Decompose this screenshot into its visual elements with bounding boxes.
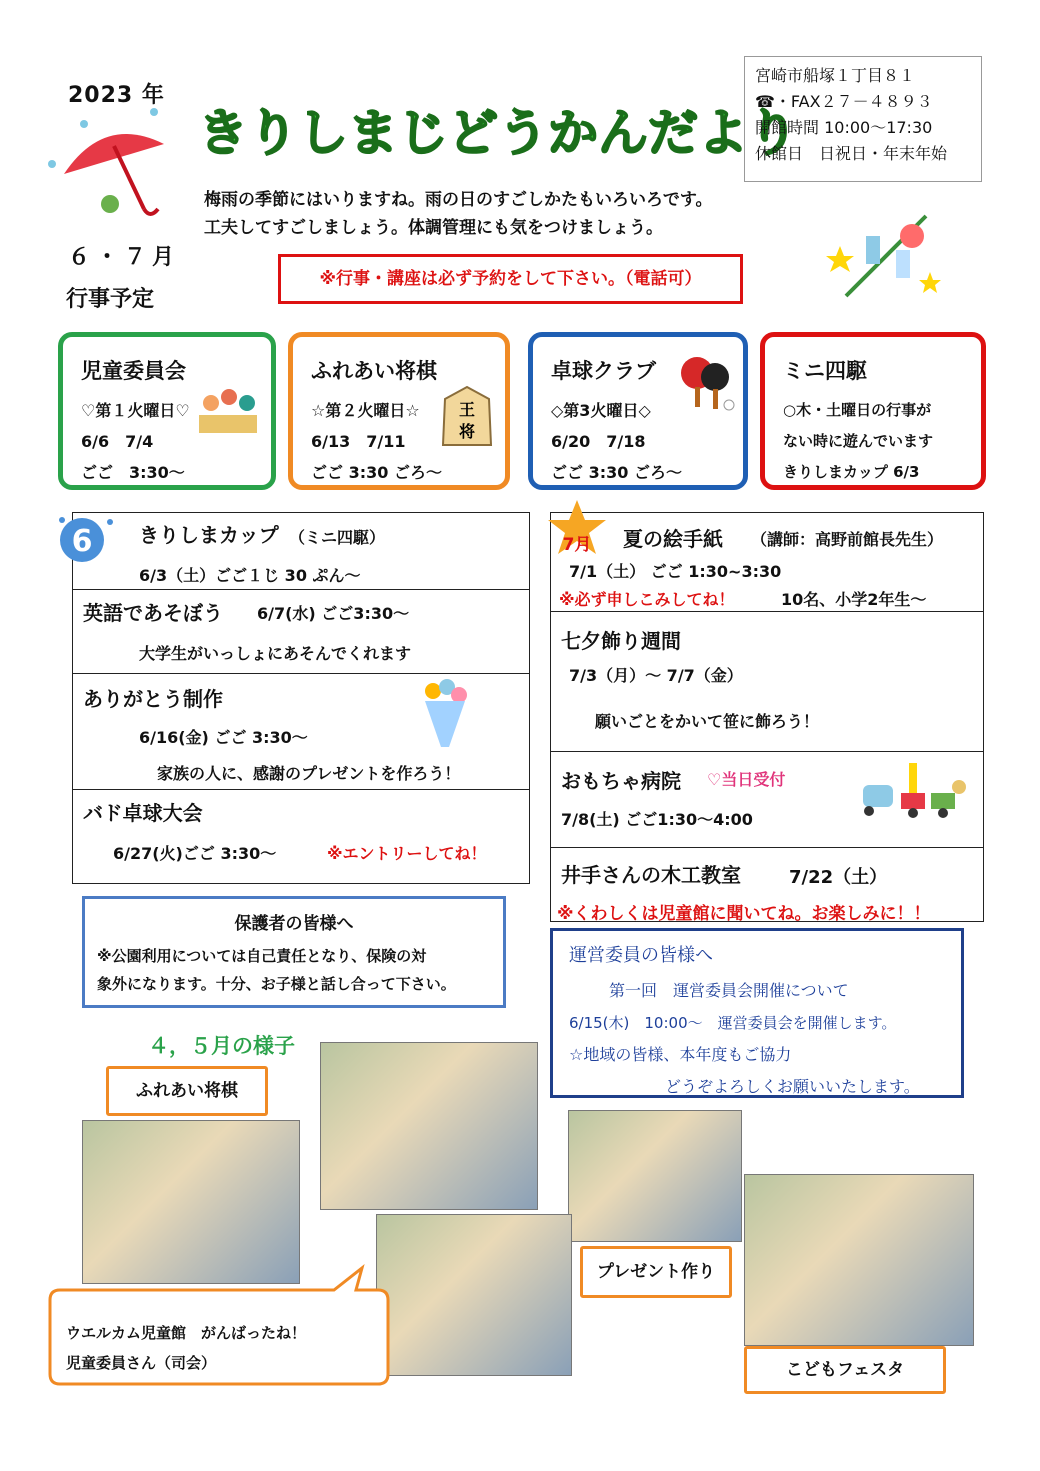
event-subtitle: 7/22（土） (789, 867, 888, 888)
event-row (551, 751, 983, 848)
event-detail: 6/16(金) ごご 3:30～ (139, 728, 308, 747)
committee-line: ☆地域の皆様、本年度もご協力 (569, 1045, 792, 1064)
event-title: 七夕飾り週間 (561, 629, 681, 653)
event-title: ありがとう制作 (83, 687, 223, 711)
month-label: ６・７月 (68, 245, 181, 270)
photo-shogi-game (82, 1120, 300, 1284)
svg-text:将: 将 (458, 422, 476, 441)
intro-line: 梅雨の季節にはいりますね。雨の日のすごしかたもいろいろです。 (204, 190, 713, 210)
event-detail: 7/1（土） ごご 1:30~3:30 (569, 562, 782, 581)
toy-train-icon (847, 759, 977, 823)
card-line: ◇第3火曜日◇ (551, 401, 651, 420)
closed-line: 休館日 日祝日・年末年始 (755, 144, 948, 163)
june-events-box (72, 512, 530, 884)
gallery-heading: ４，５月の様子 (148, 1034, 295, 1058)
event-subtitle: （ミニ四駆） (289, 528, 386, 547)
event-note: ※必ず申しこみしてね！ (559, 590, 735, 609)
bubble-line: 児童委員さん（司会） (66, 1354, 217, 1372)
bubble-line: ウエルカム児童館 がんばったね！ (66, 1324, 307, 1342)
event-detail: 6/27(火)ごご 3:30～ (113, 844, 277, 863)
title-text: きりしまじどうかんだより (198, 104, 798, 162)
event-row (73, 513, 529, 590)
event-row (551, 847, 983, 923)
event-detail: 7/8(土) ごご1:30～4:00 (561, 810, 753, 829)
event-note: 10名、小学2年生～ (781, 590, 927, 609)
photo-festival-kids (320, 1042, 538, 1210)
bouquet-icon (419, 677, 471, 749)
newsletter-title (196, 84, 798, 174)
event-row (73, 589, 529, 674)
shogi-piece-icon (441, 385, 493, 447)
event-subtitle: 6/7(水) ごご3:30～ (257, 604, 410, 623)
card-line: ごご 3:30～ (81, 463, 185, 482)
july-badge-text: 7月 (562, 535, 592, 555)
intro-text (204, 186, 712, 242)
card-line: ごご 3:30 ごろ～ (311, 463, 442, 482)
card-line: 6/13 7/11 (311, 432, 406, 451)
ping-pong-paddles-icon (677, 351, 737, 421)
reservation-notice: ※行事・講座は必ず予約をして下さい。（電話可） (278, 254, 743, 304)
event-detail: 願いごとをかいて笹に飾ろう！ (595, 712, 820, 731)
event-row (73, 673, 529, 790)
card-line: きりしまカップ 6/3 (783, 463, 920, 481)
card-line: ない時に遊んでいます (783, 432, 934, 450)
address-box (744, 56, 982, 182)
july-badge-icon (546, 498, 608, 558)
event-detail: 家族の人に、感謝のプレゼントを作ろう！ (157, 764, 461, 783)
children-meeting-icon (193, 381, 263, 437)
event-detail: 6/3（土）ごご１じ 30 ぷん～ (139, 566, 361, 585)
committee-line: 6/15(木) 10:00～ 運営委員会を開催します。 (569, 1014, 897, 1032)
event-row (551, 611, 983, 752)
guardian-line: 象外になります。十分、お子様と話し合って下さい。 (97, 975, 456, 993)
card-line: ○木・土曜日の行事が (783, 401, 932, 419)
card-shogi (288, 332, 510, 490)
card-line: ☆第２火曜日☆ (311, 401, 420, 420)
card-line: 6/6 7/4 (81, 432, 154, 451)
guardian-notice (82, 896, 506, 1008)
caption-shogi: ふれあい将棋 (106, 1066, 268, 1116)
caption-kids-festa: こどもフェスタ (744, 1346, 946, 1394)
hours-line: 開館時間 10:00～17:30 (755, 118, 933, 137)
photo-present-girl (568, 1110, 742, 1242)
card-line: 6/20 7/18 (551, 432, 646, 451)
card-title: 児童委員会 (81, 359, 186, 383)
year-label: 2023 年 (68, 83, 165, 108)
event-subtitle: （講師：高野前館長先生） (751, 530, 944, 549)
card-children-committee (58, 332, 276, 490)
event-title: 夏の絵手紙 (623, 527, 723, 551)
event-detail: 大学生がいっしょにあそんでくれます (139, 644, 412, 663)
committee-notice (550, 928, 964, 1098)
june-badge-text: 6 (71, 524, 93, 559)
event-title: 英語であそぼう (83, 601, 223, 625)
caption-present: プレゼント作り (580, 1246, 732, 1298)
umbrella-icon (44, 104, 184, 224)
event-note: ※くわしくは児童館に聞いてね。お楽しみに！！ (557, 904, 931, 924)
photo-welcome-event (376, 1214, 572, 1376)
july-events-box (550, 512, 984, 922)
photo-kids-festa (744, 1174, 974, 1346)
card-title: ミニ四駆 (783, 359, 867, 383)
guardian-title: 保護者の皆様へ (234, 914, 354, 934)
svg-text:王: 王 (458, 400, 476, 419)
committee-title: 運営委員の皆様へ (569, 945, 713, 966)
card-title: 卓球クラブ (551, 359, 656, 383)
bubble-text (66, 1318, 306, 1378)
event-title: きりしまカップ (139, 523, 279, 547)
address-line: 宮崎市船塚１丁目８１ (755, 66, 916, 85)
event-row (73, 789, 529, 883)
tanabata-icon (826, 206, 946, 302)
event-title: バド卓球大会 (83, 801, 203, 825)
card-line: ごご 3:30 ごろ～ (551, 463, 682, 482)
event-title: おもちゃ病院 (561, 769, 681, 793)
event-title: 井手さんの木工教室 (561, 863, 741, 887)
card-mini4wd (760, 332, 986, 490)
june-badge-icon (54, 510, 118, 566)
event-detail: 7/3（月）～ 7/7（金） (569, 666, 743, 685)
guardian-line: ※公園利用については自己責任となり、保険の対 (97, 947, 427, 965)
event-subtitle: ♡当日受付 (707, 770, 786, 789)
intro-line: 工夫してすごしましょう。体調管理にも気をつけましょう。 (204, 218, 663, 238)
card-line: ♡第１火曜日♡ (81, 401, 190, 420)
committee-line: 第一回 運営委員会開催について (609, 981, 849, 1000)
event-note: ※エントリーしてね！ (327, 844, 487, 863)
card-title: ふれあい将棋 (311, 359, 437, 383)
schedule-label: 行事予定 (66, 287, 155, 312)
card-table-tennis (528, 332, 748, 490)
event-row (551, 513, 983, 612)
phone-line: ☎・FAX２７－４８９３ (755, 92, 933, 111)
committee-line: どうぞよろしくお願いいたします。 (665, 1077, 920, 1096)
